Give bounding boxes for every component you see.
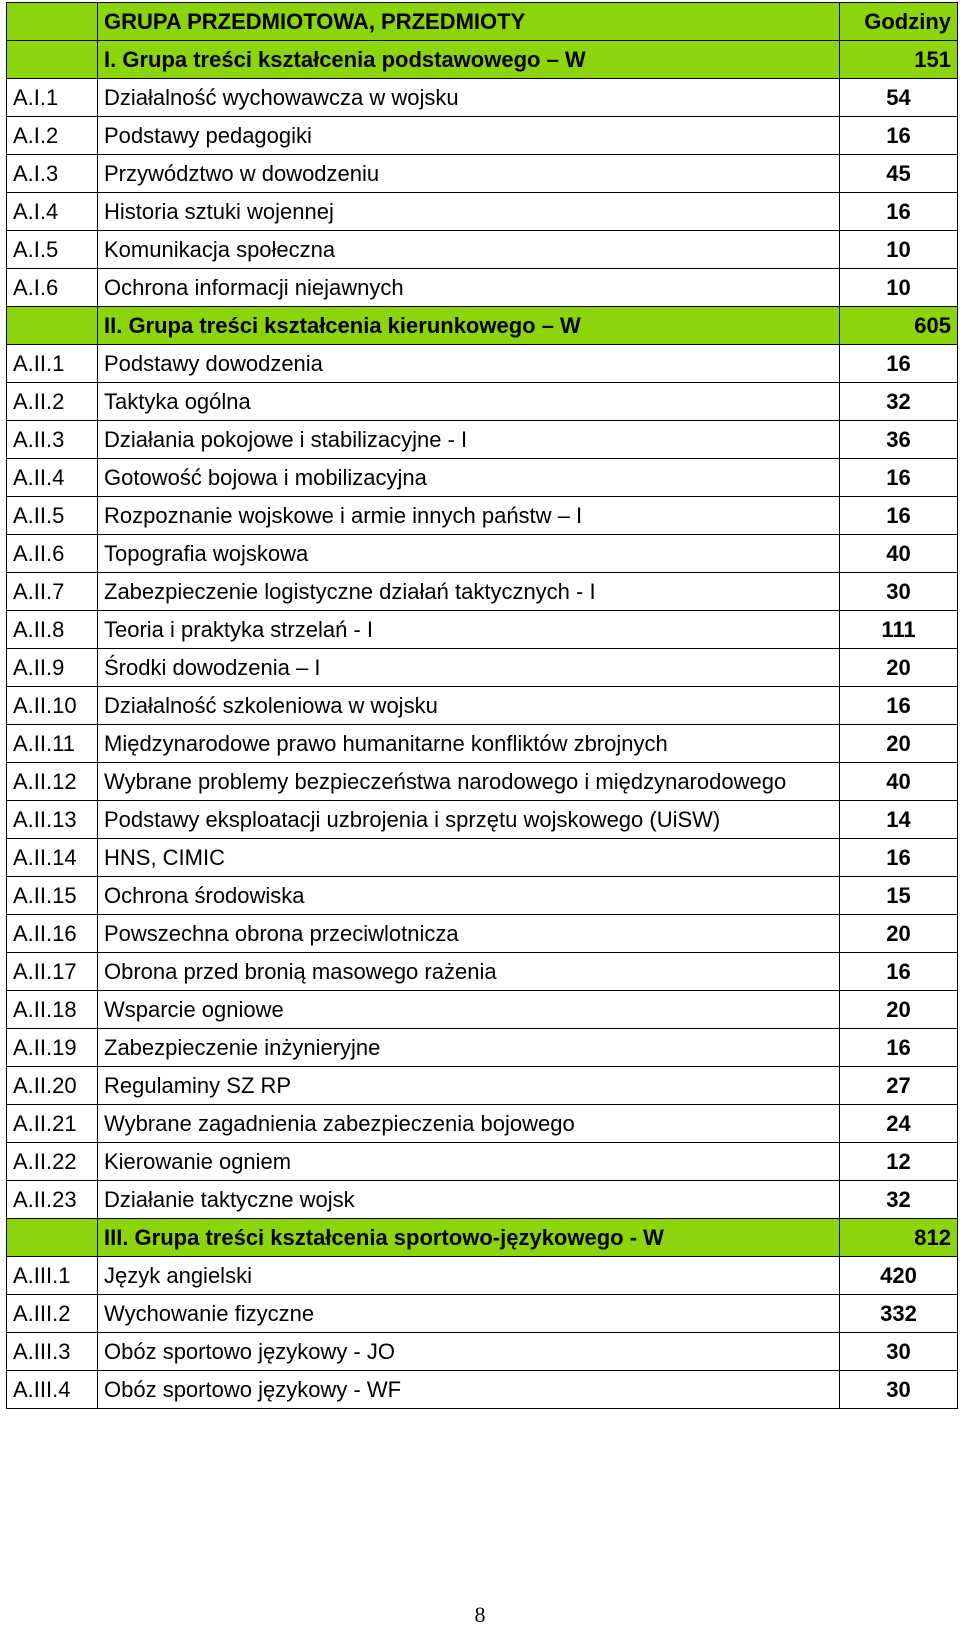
subject-code: A.II.23 bbox=[7, 1181, 98, 1219]
subject-code: A.III.3 bbox=[7, 1333, 98, 1371]
table-row bbox=[7, 915, 958, 953]
table-header-row bbox=[7, 3, 958, 41]
subject-hours: 332 bbox=[840, 1295, 958, 1333]
subject-hours: 16 bbox=[840, 1029, 958, 1067]
table-row bbox=[7, 421, 958, 459]
subject-hours: 16 bbox=[840, 193, 958, 231]
subject-hours: 30 bbox=[840, 573, 958, 611]
subject-code: A.II.8 bbox=[7, 611, 98, 649]
group-hours: 812 bbox=[840, 1219, 958, 1257]
subject-hours: 30 bbox=[840, 1333, 958, 1371]
group-header-row bbox=[7, 41, 958, 79]
subject-hours: 16 bbox=[840, 687, 958, 725]
subject-hours: 40 bbox=[840, 535, 958, 573]
table-row bbox=[7, 839, 958, 877]
subject-code: A.I.1 bbox=[7, 79, 98, 117]
table-row bbox=[7, 991, 958, 1029]
group-hours: 151 bbox=[840, 41, 958, 79]
table-row bbox=[7, 231, 958, 269]
subject-code: A.III.2 bbox=[7, 1295, 98, 1333]
subject-name: Taktyka ogólna bbox=[98, 383, 840, 421]
subject-name: Topografia wojskowa bbox=[98, 535, 840, 573]
subject-name: Międzynarodowe prawo humanitarne konfliktów zbrojnych bbox=[98, 725, 840, 763]
subject-name: Działalność wychowawcza w wojsku bbox=[98, 79, 840, 117]
table-row bbox=[7, 1333, 958, 1371]
subject-code: A.II.6 bbox=[7, 535, 98, 573]
table-row bbox=[7, 155, 958, 193]
table-row bbox=[7, 1105, 958, 1143]
subject-code: A.I.6 bbox=[7, 269, 98, 307]
subject-hours: 20 bbox=[840, 725, 958, 763]
table-row bbox=[7, 1029, 958, 1067]
subject-name: Kierowanie ogniem bbox=[98, 1143, 840, 1181]
subject-name: Obóz sportowo językowy - WF bbox=[98, 1371, 840, 1409]
subject-code: A.II.2 bbox=[7, 383, 98, 421]
header-code-cell bbox=[7, 3, 98, 41]
group-code-cell bbox=[7, 1219, 98, 1257]
subject-name: Działalność szkoleniowa w wojsku bbox=[98, 687, 840, 725]
table-row bbox=[7, 763, 958, 801]
table-row bbox=[7, 1181, 958, 1219]
group-code-cell bbox=[7, 41, 98, 79]
subject-hours: 10 bbox=[840, 269, 958, 307]
curriculum-table bbox=[6, 2, 958, 1409]
subject-code: A.II.11 bbox=[7, 725, 98, 763]
subject-code: A.III.1 bbox=[7, 1257, 98, 1295]
table-row bbox=[7, 1143, 958, 1181]
subject-name: Gotowość bojowa i mobilizacyjna bbox=[98, 459, 840, 497]
subject-name: Ochrona środowiska bbox=[98, 877, 840, 915]
subject-hours: 15 bbox=[840, 877, 958, 915]
table-row bbox=[7, 611, 958, 649]
subject-hours: 32 bbox=[840, 383, 958, 421]
table-row bbox=[7, 725, 958, 763]
subject-name: Komunikacja społeczna bbox=[98, 231, 840, 269]
subject-name: Obóz sportowo językowy - JO bbox=[98, 1333, 840, 1371]
subject-hours: 20 bbox=[840, 991, 958, 1029]
subject-name: HNS, CIMIC bbox=[98, 839, 840, 877]
subject-name: Wybrane zagadnienia zabezpieczenia bojowego bbox=[98, 1105, 840, 1143]
table-row bbox=[7, 687, 958, 725]
table-row bbox=[7, 953, 958, 991]
subject-hours: 12 bbox=[840, 1143, 958, 1181]
table-row bbox=[7, 79, 958, 117]
subject-code: A.II.3 bbox=[7, 421, 98, 459]
curriculum-table-container bbox=[6, 2, 957, 1409]
subject-name: Zabezpieczenie inżynieryjne bbox=[98, 1029, 840, 1067]
subject-hours: 16 bbox=[840, 117, 958, 155]
subject-name: Język angielski bbox=[98, 1257, 840, 1295]
subject-code: A.II.20 bbox=[7, 1067, 98, 1105]
subject-code: A.II.5 bbox=[7, 497, 98, 535]
subject-code: A.II.18 bbox=[7, 991, 98, 1029]
header-title: GRUPA PRZEDMIOTOWA, PRZEDMIOTY bbox=[98, 3, 840, 41]
table-row bbox=[7, 383, 958, 421]
subject-hours: 16 bbox=[840, 497, 958, 535]
subject-code: A.II.21 bbox=[7, 1105, 98, 1143]
table-row bbox=[7, 269, 958, 307]
table-row bbox=[7, 117, 958, 155]
subject-name: Rozpoznanie wojskowe i armie innych państw – I bbox=[98, 497, 840, 535]
subject-hours: 111 bbox=[840, 611, 958, 649]
subject-hours: 20 bbox=[840, 649, 958, 687]
subject-hours: 24 bbox=[840, 1105, 958, 1143]
subject-name: Wybrane problemy bezpieczeństwa narodowego i międzynarodowego bbox=[98, 763, 840, 801]
table-row bbox=[7, 1067, 958, 1105]
table-row bbox=[7, 1371, 958, 1409]
subject-name: Powszechna obrona przeciwlotnicza bbox=[98, 915, 840, 953]
subject-code: A.II.10 bbox=[7, 687, 98, 725]
table-row bbox=[7, 535, 958, 573]
subject-hours: 420 bbox=[840, 1257, 958, 1295]
group-header-row bbox=[7, 307, 958, 345]
subject-name: Obrona przed bronią masowego rażenia bbox=[98, 953, 840, 991]
curriculum-table-body bbox=[7, 3, 958, 1409]
subject-name: Podstawy eksploatacji uzbrojenia i sprzętu wojskowego (UiSW) bbox=[98, 801, 840, 839]
subject-code: A.II.16 bbox=[7, 915, 98, 953]
subject-code: A.II.4 bbox=[7, 459, 98, 497]
subject-code: A.I.5 bbox=[7, 231, 98, 269]
table-row bbox=[7, 1257, 958, 1295]
header-hours-label: Godziny bbox=[840, 3, 958, 41]
subject-hours: 27 bbox=[840, 1067, 958, 1105]
subject-code: A.I.2 bbox=[7, 117, 98, 155]
subject-name: Działania pokojowe i stabilizacyjne - I bbox=[98, 421, 840, 459]
subject-code: A.I.4 bbox=[7, 193, 98, 231]
table-row bbox=[7, 497, 958, 535]
group-title: II. Grupa treści kształcenia kierunkowego – W bbox=[98, 307, 840, 345]
subject-code: A.III.4 bbox=[7, 1371, 98, 1409]
group-title: I. Grupa treści kształcenia podstawowego – W bbox=[98, 41, 840, 79]
subject-hours: 16 bbox=[840, 459, 958, 497]
subject-hours: 40 bbox=[840, 763, 958, 801]
subject-hours: 16 bbox=[840, 839, 958, 877]
subject-code: A.II.12 bbox=[7, 763, 98, 801]
subject-name: Działanie taktyczne wojsk bbox=[98, 1181, 840, 1219]
table-row bbox=[7, 1295, 958, 1333]
subject-code: A.II.13 bbox=[7, 801, 98, 839]
subject-code: A.I.3 bbox=[7, 155, 98, 193]
subject-name: Podstawy pedagogiki bbox=[98, 117, 840, 155]
subject-code: A.II.19 bbox=[7, 1029, 98, 1067]
subject-hours: 16 bbox=[840, 953, 958, 991]
subject-hours: 10 bbox=[840, 231, 958, 269]
subject-name: Przywództwo w dowodzeniu bbox=[98, 155, 840, 193]
group-code-cell bbox=[7, 307, 98, 345]
subject-hours: 20 bbox=[840, 915, 958, 953]
subject-name: Środki dowodzenia – I bbox=[98, 649, 840, 687]
table-row bbox=[7, 459, 958, 497]
subject-hours: 54 bbox=[840, 79, 958, 117]
group-title: III. Grupa treści kształcenia sportowo-językowego - W bbox=[98, 1219, 840, 1257]
subject-code: A.II.14 bbox=[7, 839, 98, 877]
subject-code: A.II.17 bbox=[7, 953, 98, 991]
table-row bbox=[7, 649, 958, 687]
subject-name: Zabezpieczenie logistyczne działań taktycznych - I bbox=[98, 573, 840, 611]
subject-hours: 32 bbox=[840, 1181, 958, 1219]
subject-name: Regulaminy SZ RP bbox=[98, 1067, 840, 1105]
subject-name: Ochrona informacji niejawnych bbox=[98, 269, 840, 307]
subject-code: A.II.1 bbox=[7, 345, 98, 383]
page-number: 8 bbox=[474, 1602, 486, 1627]
subject-hours: 14 bbox=[840, 801, 958, 839]
subject-name: Historia sztuki wojennej bbox=[98, 193, 840, 231]
subject-hours: 30 bbox=[840, 1371, 958, 1409]
subject-name: Podstawy dowodzenia bbox=[98, 345, 840, 383]
table-row bbox=[7, 877, 958, 915]
subject-name: Wychowanie fizyczne bbox=[98, 1295, 840, 1333]
subject-hours: 36 bbox=[840, 421, 958, 459]
subject-name: Teoria i praktyka strzelań - I bbox=[98, 611, 840, 649]
subject-code: A.II.22 bbox=[7, 1143, 98, 1181]
group-hours: 605 bbox=[840, 307, 958, 345]
subject-hours: 16 bbox=[840, 345, 958, 383]
group-header-row bbox=[7, 1219, 958, 1257]
subject-code: A.II.7 bbox=[7, 573, 98, 611]
table-row bbox=[7, 345, 958, 383]
table-row bbox=[7, 801, 958, 839]
subject-hours: 45 bbox=[840, 155, 958, 193]
table-row bbox=[7, 193, 958, 231]
table-row bbox=[7, 573, 958, 611]
subject-code: A.II.15 bbox=[7, 877, 98, 915]
subject-code: A.II.9 bbox=[7, 649, 98, 687]
subject-name: Wsparcie ogniowe bbox=[98, 991, 840, 1029]
